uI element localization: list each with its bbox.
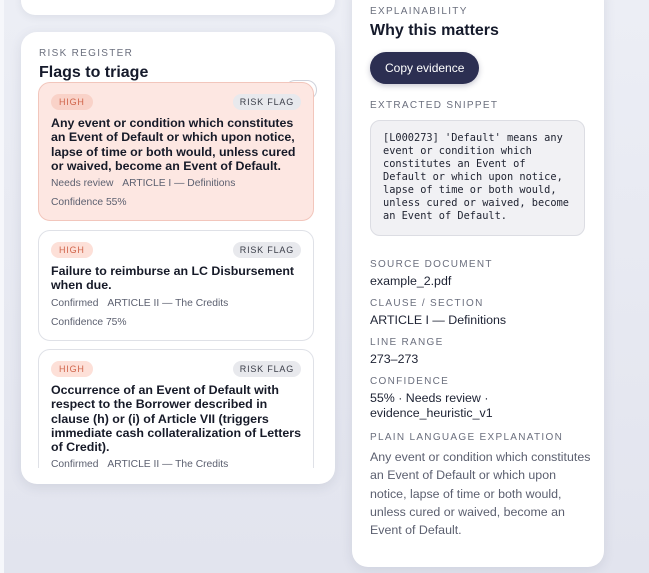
flag-item[interactable] [38,349,314,468]
copy-evidence-button[interactable]: Copy evidence [370,52,479,84]
flag-text: Failure to reimburse an LC Disbursement when due. [51,264,295,293]
severity-badge: HIGH [51,361,93,377]
flag-status: Confirmed [51,297,99,309]
snippet-label: EXTRACTED SNIPPET [370,100,499,111]
confidence-value: 55% · Needs review · evidence_heuristic_v1 [370,391,493,420]
register-title: Flags to triage [39,64,149,81]
flag-section: ARTICLE I — Definitions [122,178,236,190]
severity-badge: HIGH [51,94,93,110]
flag-section: ARTICLE II — The Credits [107,459,229,468]
flag-text: Occurrence of an Event of Default with respect to the Borrower described in clause (h) or (i) of Article VII (triggers immediate cash collateralization of Letters of Credit). [51,383,301,455]
risk-register-card [21,32,335,484]
register-header [39,48,148,82]
explain-title: Why this matters [370,22,499,39]
flag-text: Any event or condition which constitutes an Event of Default or which upon notice, lapse of time or both would, unless cured or waived, become an Event of Default. [51,116,296,173]
extracted-snippet: [L000273] 'Default' means any event or condition which constitutes an Event of Default or which upon notice, lapse of time or both would, unless cured or waived, become an Event of Default. [370,120,585,236]
flag-type-badge: RISK FLAG [233,361,301,377]
severity-badge: HIGH [51,242,93,258]
flag-meta [51,298,301,309]
flag-type-badge: RISK FLAG [233,242,301,258]
flag-meta [51,459,301,468]
clause-label: CLAUSE / SECTION [370,298,484,309]
flag-status: Confirmed [51,459,99,468]
line-range-label: LINE RANGE [370,337,444,348]
confidence-label: CONFIDENCE [370,376,450,387]
source-label: SOURCE DOCUMENT [370,259,493,270]
flag-confidence: Confidence 75% [51,316,127,328]
previous-card [21,0,335,15]
source-document: example_2.pdf [370,274,452,288]
flag-type-badge: RISK FLAG [233,94,301,110]
flag-meta [51,178,301,189]
left-edge [0,0,4,573]
register-eyebrow: RISK REGISTER [39,48,134,59]
clause-section: ARTICLE I — Definitions [370,313,507,327]
flag-section: ARTICLE II — The Credits [107,297,229,309]
flag-item[interactable] [38,230,314,341]
explainability-panel [352,0,604,567]
flag-list[interactable] [38,82,317,468]
explain-eyebrow: EXPLAINABILITY [370,6,468,17]
flag-status: Needs review [51,178,114,190]
plain-language-explanation: Any event or condition which constitutes an Event of Default or which upon notice, lapse of time or both would, unless cured or waived, become an Event of Default. [370,450,591,538]
flag-confidence: Confidence 55% [51,197,127,209]
flag-item-selected[interactable] [38,82,314,221]
plain-language-label: PLAIN LANGUAGE EXPLANATION [370,432,564,443]
line-range: 273–273 [370,352,419,366]
